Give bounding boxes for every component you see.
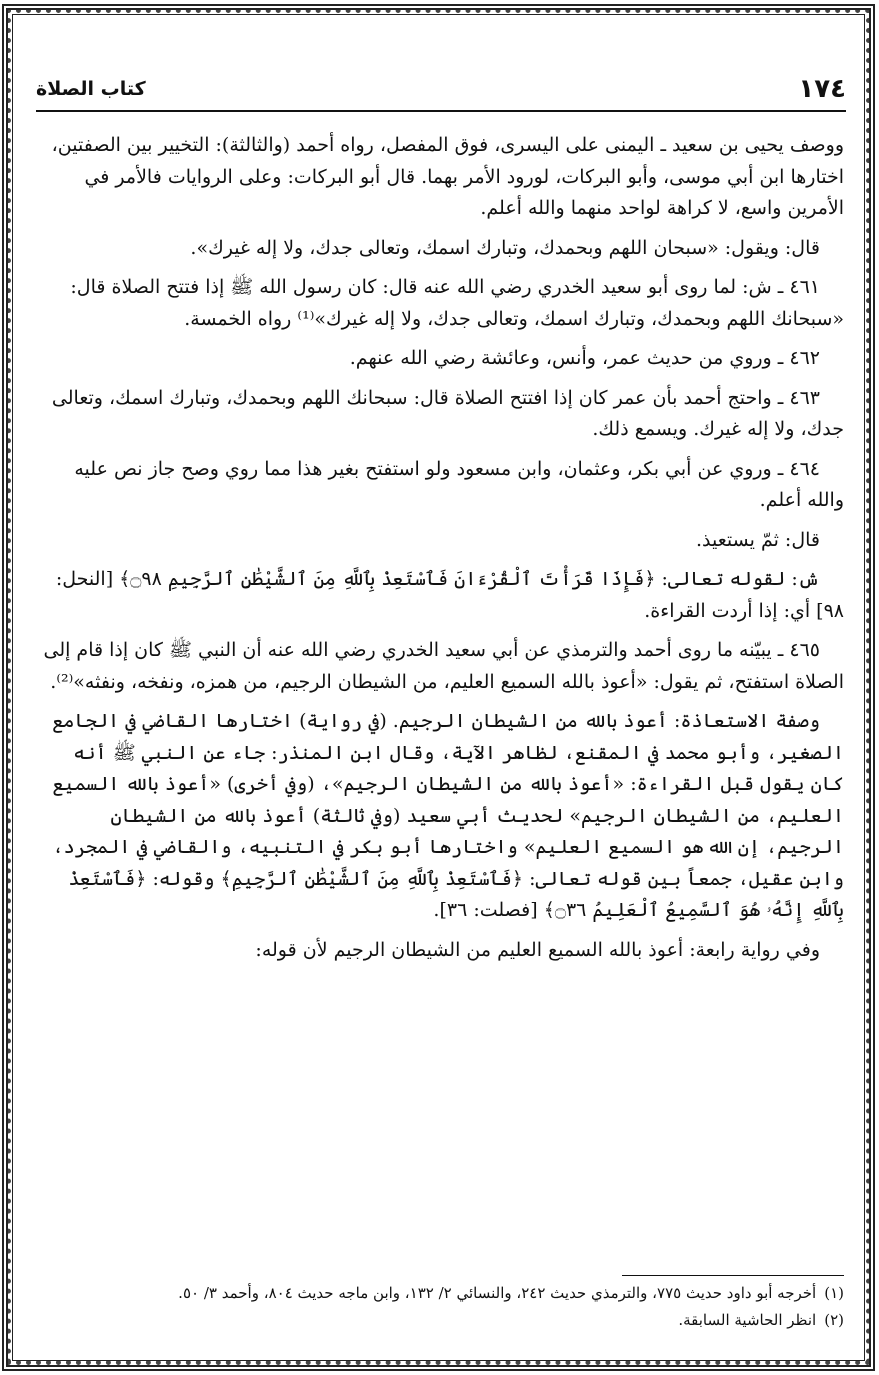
footnotes [38,1280,844,1334]
footnote-divider [622,1275,844,1276]
paragraph: قال: ثمّ يستعيذ. [696,528,820,551]
paragraph: ووصف يحيى بن سعيد ـ اليمنى على اليسرى، فوق المفصل، رواه أحمد (والثالثة): التخيير بين الصفتين، اختارها ابن أبي موسى، وأبو البركات، لورود الأمر بهما. قال أبو البركات: وعلى الروايات فالأمر في الأمرين واسع، لا كراهة لواحد منهما والله أعلم. [51,134,844,219]
main-text [38,130,844,974]
paragraph: وصفة الاستعاذة: أعوذ بالله من الشيطان الرجيم. (في رواية) اختارها القاضي في الجامع الصغير، وأبو محمد في المقنع، لظاهر الآية، وقال ابن المنذر: جاء عن النبي ﷺ أنه كان يقول قبل القراءة: «أعوذ بالله من الشيطان الرجيم»، (وفي أخرى) «أعوذ بالله السميع العليم، من الشيطان الرجيم» لحديث أبي سعيد (وفي ثالثة) أعوذ بالله من الشيطان الرجيم، إن الله هو السميع العليم» واختارها أبو بكر في التنبيه، والقاضي في المجرد، وابن عقيل، جمعاً بين قوله تعالى: ﴿فَٱسْتَعِذْ بِٱللَّهِ مِنَ ٱلشَّيْطَٰنِ ٱلرَّجِيمِ﴾ وقوله: ﴿فَٱسْتَعِذْ بِٱللَّهِ إِنَّهُۥ هُوَ ٱلسَّمِيعُ ٱلْعَلِيمُ ۝٣٦﴾ [فصلت: ٣٦]. [52,710,844,921]
paragraph: ٤٦١ ـ ش: لما روى أبو سعيد الخدري رضي الله عنه قال: كان رسول الله ﷺ إذا فتتح الصلاة قال: «سبحانك اللهم وبحمدك، وتبارك اسمك، وتعالى جدك، ولا إله غيرك»⁽¹⁾ رواه الخمسة. [70,276,844,330]
footnote-number: (٢) [824,1311,844,1329]
footnote [38,1280,844,1307]
paragraph: قال: ويقول: «سبحان اللهم وبحمدك، وتبارك اسمك، وتعالى جدك، ولا إله غيرك». [190,236,820,259]
footnote-text: أخرجه أبو داود حديث ٧٧٥، والترمذي حديث ٢٤٢، والنسائي ٢/ ١٣٢، وابن ماجه حديث ٨٠٤، وأحمد ٣/ ٥٠. [178,1284,817,1302]
chapter-title: كتاب الصلاة [36,78,146,100]
header-divider [36,110,846,112]
footnote-text: انظر الحاشية السابقة. [678,1311,817,1329]
page-number: ١٧٤ [798,74,846,104]
paragraph: ٤٦٢ ـ وروي من حديث عمر، وأنس، وعائشة رضي الله عنهم. [349,347,820,369]
paragraph: وفي رواية رابعة: أعوذ بالله السميع العليم من الشيطان الرجيم لأن قوله: [255,938,820,961]
paragraph: ٤٦٥ ـ يبيّنه ما روى أحمد والترمذي عن أبي سعيد الخدري رضي الله عنه أن النبي ﷺ كان إذا قام إلى الصلاة استفتح، ثم يقول: «أعوذ بالله السميع العليم، من الشيطان الرجيم، من همزه، ونفخه، ونفثه»⁽²⁾. [43,639,844,693]
footnote-number: (١) [824,1284,844,1302]
footnote [38,1307,844,1334]
paragraph: ش: لقوله تعالى: ﴿فَإِذَا قَرَأْتَ ٱلْقُرْءَانَ فَٱسْتَعِذْ بِٱللَّهِ مِنَ ٱلشَّيْطَٰنِ ٱلرَّجِيمِ ۝٩٨﴾ [النحل: ٩٨] أي: إذا أردت القراءة. [55,568,844,622]
paragraph: ٤٦٣ ـ واحتج أحمد بأن عمر كان إذا افتتح الصلاة قال: سبحانك اللهم وبحمدك، وتبارك اسمك، وتعالى جدك، ولا إله غيرك. ويسمع ذلك. [51,386,844,440]
paragraph: ٤٦٤ ـ وروي عن أبي بكر، وعثمان، وابن مسعود ولو استفتح بغير هذا مما روي وصح جاز نص عليه والله أعلم. [74,457,844,511]
page-header [36,72,846,106]
